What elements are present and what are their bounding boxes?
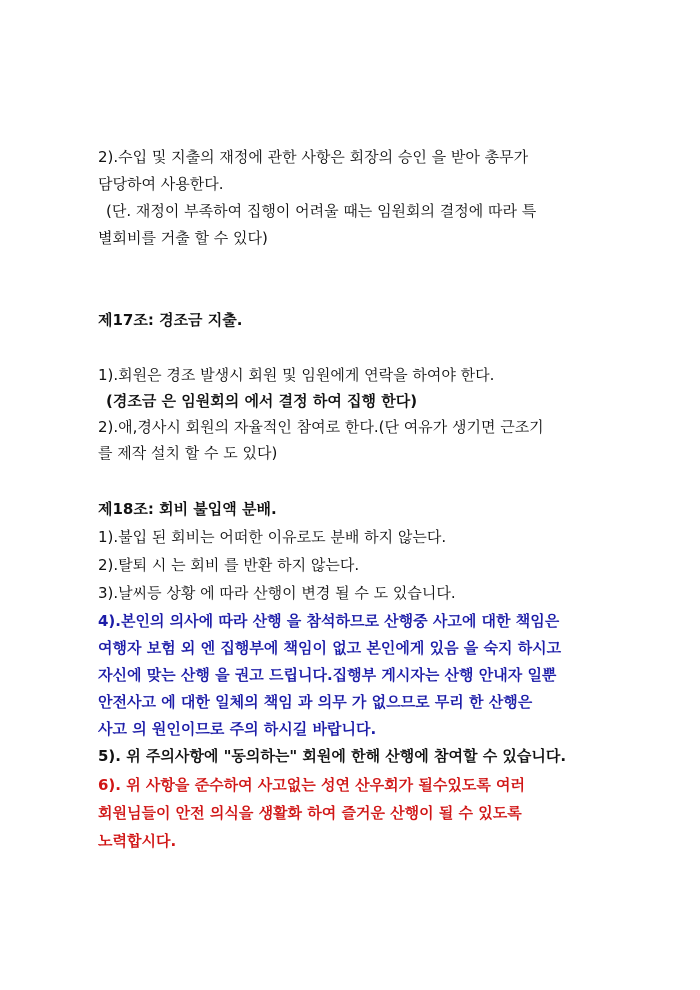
fin-item2-line2: 담당하여 사용한다. xyxy=(98,175,224,193)
article18-item4-line3: 자신에 맞는 산행 을 권고 드립니다.집행부 게시자는 산행 안내자 일뿐 xyxy=(98,666,557,684)
article17-item2-line2: 를 제작 설치 할 수 도 있다) xyxy=(98,444,278,462)
article18-item6-line2: 회원님들이 안전 의식을 생활화 하여 즐거운 산행이 될 수 있도록 xyxy=(98,804,522,822)
article18-item5: 5). 위 주의사항에 "동의하는" 회원에 한해 산행에 참여할 수 있습니다. xyxy=(98,747,567,765)
fin-note-line2: 별회비를 거출 할 수 있다) xyxy=(98,229,268,247)
article18-item6-line3: 노력합시다. xyxy=(98,832,177,850)
article18-item4-line4: 안전사고 에 대한 일체의 책임 과 의무 가 없으므로 무리 한 산행은 xyxy=(98,693,533,711)
article17-title: 제17조: 경조금 지출. xyxy=(98,311,243,329)
article18-item6-line1: 6). 위 사항을 준수하여 사고없는 성연 산우회가 될수있도록 여러 xyxy=(98,776,526,794)
article18-title: 제18조: 회비 불입액 분배. xyxy=(98,500,277,518)
fin-item2-line1: 2).수입 및 지출의 재정에 관한 사항은 회장의 승인 을 받아 총무가 xyxy=(98,148,529,166)
article18-item4-line5: 사고 의 원인이므로 주의 하시길 바랍니다. xyxy=(98,720,377,738)
article18-item3: 3).날씨등 상황 에 따라 산행이 변경 될 수 도 있습니다. xyxy=(98,584,456,602)
fin-note-line1: (단. 재정이 부족하여 집행이 어려울 때는 임원회의 결정에 따라 특 xyxy=(106,202,537,220)
article18-item2: 2).탈퇴 시 는 회비 를 반환 하지 않는다. xyxy=(98,556,360,574)
article18-item4-line2: 여행자 보험 외 엔 집행부에 책임이 없고 본인에게 있음 을 숙지 하시고 xyxy=(98,639,562,657)
article18-item4-line1: 4).본인의 의사에 따라 산행 을 참석하므로 산행중 사고에 대한 책임은 xyxy=(98,612,560,630)
article17-item2-line1: 2).애,경사시 회원의 자율적인 참여로 한다.(단 여유가 생기면 근조기 xyxy=(98,418,544,436)
article17-item1: 1).회원은 경조 발생시 회원 및 임원에게 연락을 하여야 한다. xyxy=(98,366,495,384)
article18-item1: 1).불입 된 회비는 어떠한 이유로도 분배 하지 않는다. xyxy=(98,528,447,546)
article17-item1-note: (경조금 은 임원회의 에서 결정 하여 집행 한다) xyxy=(106,392,418,410)
